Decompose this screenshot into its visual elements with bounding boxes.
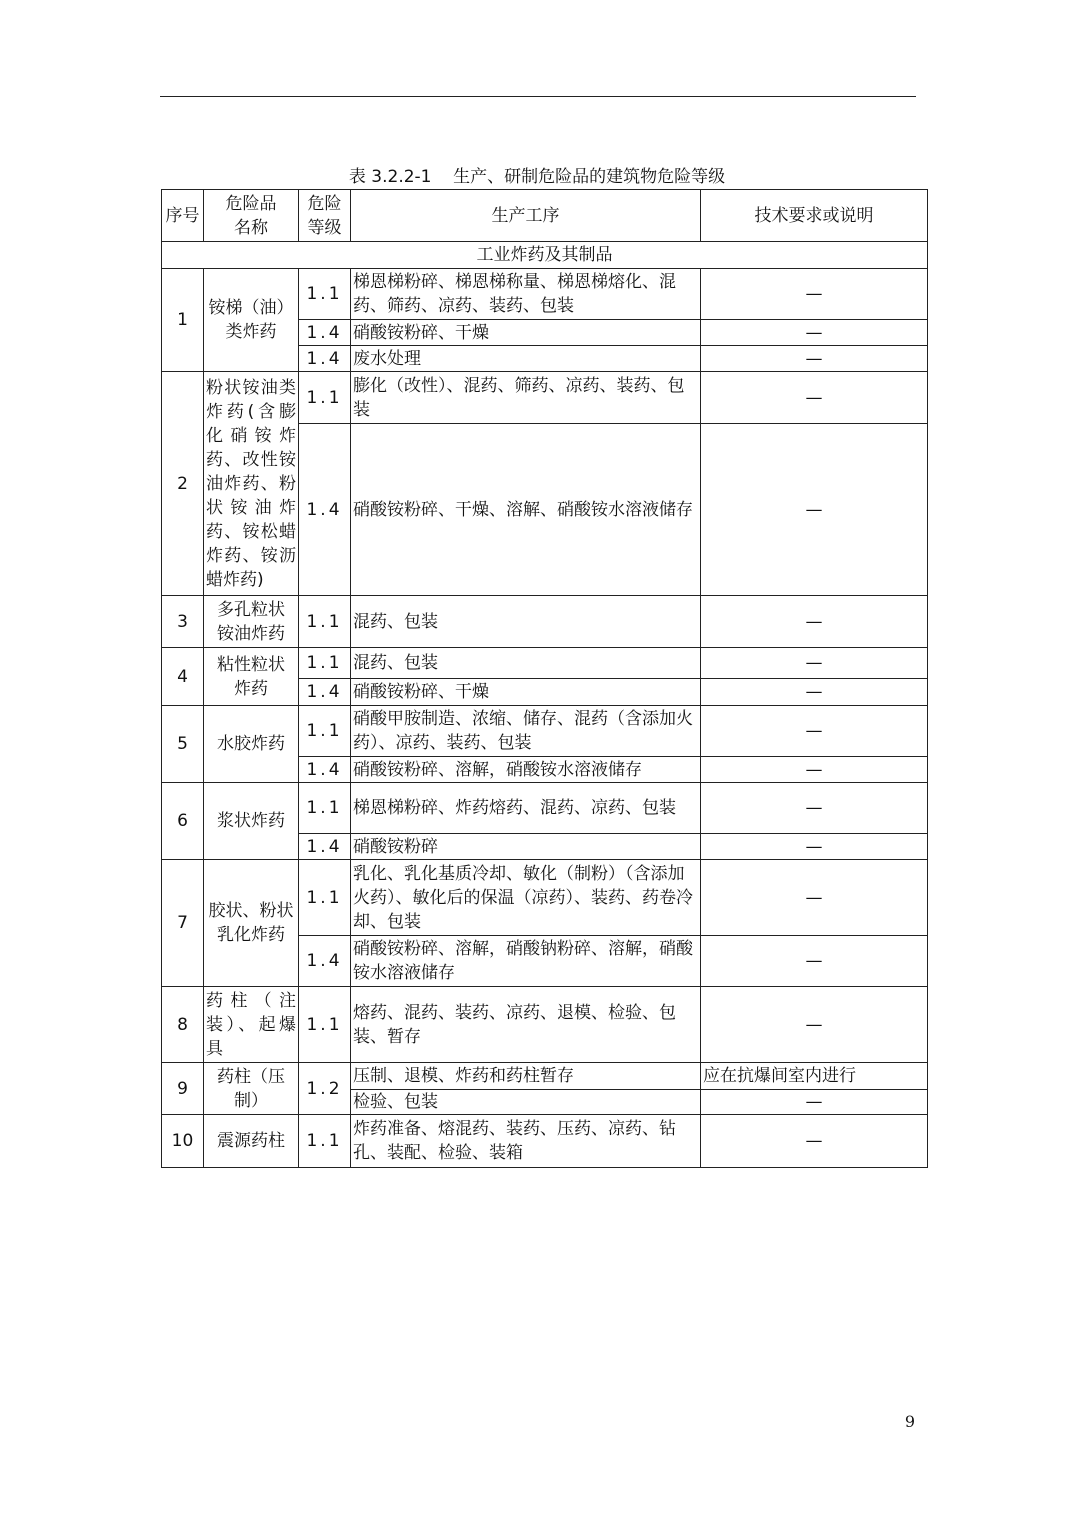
row-no: 7	[162, 860, 204, 987]
hazard-level-table	[161, 189, 928, 1168]
row-tech: —	[701, 1090, 928, 1115]
row-grade: 1.1	[299, 783, 351, 834]
row-tech: —	[701, 987, 928, 1063]
section-title: 工业炸药及其制品	[162, 242, 928, 269]
row-process: 硝酸铵粉碎、干燥	[351, 320, 701, 346]
row-grade: 1.1	[299, 987, 351, 1063]
row-no: 6	[162, 783, 204, 860]
row-name: 铵梯（油） 类炸药	[204, 269, 299, 372]
row-tech: —	[701, 936, 928, 987]
row-name: 胶状、粉状 乳化炸药	[204, 860, 299, 987]
row-name: 粉状铵油类炸药(含膨化硝铵炸药、改性铵油炸药、粉状铵油炸药、铵松蜡炸药、铵沥蜡炸药)	[204, 372, 299, 596]
row-name: 震源药柱	[204, 1115, 299, 1168]
row-process: 检验、包装	[351, 1090, 701, 1115]
table-row	[162, 783, 928, 834]
section-row	[162, 242, 928, 269]
row-name: 浆状炸药	[204, 783, 299, 860]
row-process: 硝酸甲胺制造、浓缩、储存、混药（含添加火药）、凉药、装药、包装	[351, 706, 701, 757]
header-process: 生产工序	[351, 190, 701, 242]
row-grade: 1.1	[299, 1115, 351, 1168]
row-no: 8	[162, 987, 204, 1063]
row-grade: 1.4	[299, 757, 351, 783]
page-number: 9	[904, 1412, 916, 1431]
row-grade: 1.4	[299, 834, 351, 860]
row-tech: —	[701, 679, 928, 706]
row-tech: —	[701, 424, 928, 596]
row-grade: 1.1	[299, 596, 351, 648]
row-grade: 1.1	[299, 860, 351, 936]
row-process: 乳化、乳化基质冷却、敏化（制粉）（含添加火药）、敏化后的保温（凉药）、装药、药卷冷却、包装	[351, 860, 701, 936]
row-name: 药柱（注装）、起爆具	[204, 987, 299, 1063]
row-tech: —	[701, 269, 928, 320]
row-grade: 1.1	[299, 269, 351, 320]
table-row	[162, 1063, 928, 1090]
row-no: 1	[162, 269, 204, 372]
row-process: 硝酸铵粉碎、干燥、溶解、硝酸铵水溶液储存	[351, 424, 701, 596]
row-name: 多孔粒状 铵油炸药	[204, 596, 299, 648]
row-process: 熔药、混药、装药、凉药、退模、检验、包装、暂存	[351, 987, 701, 1063]
table-row	[162, 596, 928, 648]
header-grade: 危险 等级	[299, 190, 351, 242]
row-no: 3	[162, 596, 204, 648]
row-tech: —	[701, 783, 928, 834]
table-row	[162, 648, 928, 679]
row-grade: 1.4	[299, 424, 351, 596]
row-tech: —	[701, 372, 928, 424]
row-no: 2	[162, 372, 204, 596]
table-row	[162, 987, 928, 1063]
row-process: 压制、退模、炸药和药柱暂存	[351, 1063, 701, 1090]
row-tech: —	[701, 648, 928, 679]
row-no: 10	[162, 1115, 204, 1168]
row-process: 硝酸铵粉碎、溶解，硝酸钠粉碎、溶解，硝酸铵水溶液储存	[351, 936, 701, 987]
table-caption: 表 3.2.2-1 生产、研制危险品的建筑物危险等级	[348, 167, 726, 187]
row-process: 梯恩梯粉碎、炸药熔药、混药、凉药、包装	[351, 783, 701, 834]
row-grade: 1.4	[299, 346, 351, 372]
table-row	[162, 706, 928, 757]
row-grade: 1.2	[299, 1063, 351, 1115]
row-grade: 1.4	[299, 679, 351, 706]
row-grade: 1.1	[299, 706, 351, 757]
row-process: 炸药准备、熔混药、装药、压药、凉药、钻孔、装配、检验、装箱	[351, 1115, 701, 1168]
row-name: 药柱（压 制）	[204, 1063, 299, 1115]
header-rule	[160, 96, 916, 97]
row-process: 膨化（改性）、混药、筛药、凉药、装药、包装	[351, 372, 701, 424]
header-name: 危险品 名称	[204, 190, 299, 242]
row-tech: —	[701, 596, 928, 648]
row-process: 混药、包装	[351, 596, 701, 648]
row-process: 硝酸铵粉碎、干燥	[351, 679, 701, 706]
row-no: 9	[162, 1063, 204, 1115]
row-name: 水胶炸药	[204, 706, 299, 783]
row-name: 粘性粒状 炸药	[204, 648, 299, 706]
row-tech: —	[701, 706, 928, 757]
row-tech: —	[701, 346, 928, 372]
row-no: 4	[162, 648, 204, 706]
header-tech: 技术要求或说明	[701, 190, 928, 242]
row-tech: —	[701, 1115, 928, 1168]
table-row	[162, 269, 928, 320]
row-no: 5	[162, 706, 204, 783]
row-tech: 应在抗爆间室内进行	[701, 1063, 928, 1090]
row-tech: —	[701, 320, 928, 346]
table-row	[162, 1115, 928, 1168]
row-process: 梯恩梯粉碎、梯恩梯称量、梯恩梯熔化、混药、筛药、凉药、装药、包装	[351, 269, 701, 320]
row-process: 混药、包装	[351, 648, 701, 679]
table-row	[162, 372, 928, 424]
row-process: 废水处理	[351, 346, 701, 372]
row-grade: 1.1	[299, 372, 351, 424]
header-no: 序号	[162, 190, 204, 242]
row-grade: 1.1	[299, 648, 351, 679]
row-process: 硝酸铵粉碎、溶解，硝酸铵水溶液储存	[351, 757, 701, 783]
row-grade: 1.4	[299, 936, 351, 987]
row-tech: —	[701, 757, 928, 783]
row-tech: —	[701, 834, 928, 860]
row-process: 硝酸铵粉碎	[351, 834, 701, 860]
row-grade: 1.4	[299, 320, 351, 346]
row-tech: —	[701, 860, 928, 936]
header-row	[162, 190, 928, 242]
table-row	[162, 860, 928, 936]
